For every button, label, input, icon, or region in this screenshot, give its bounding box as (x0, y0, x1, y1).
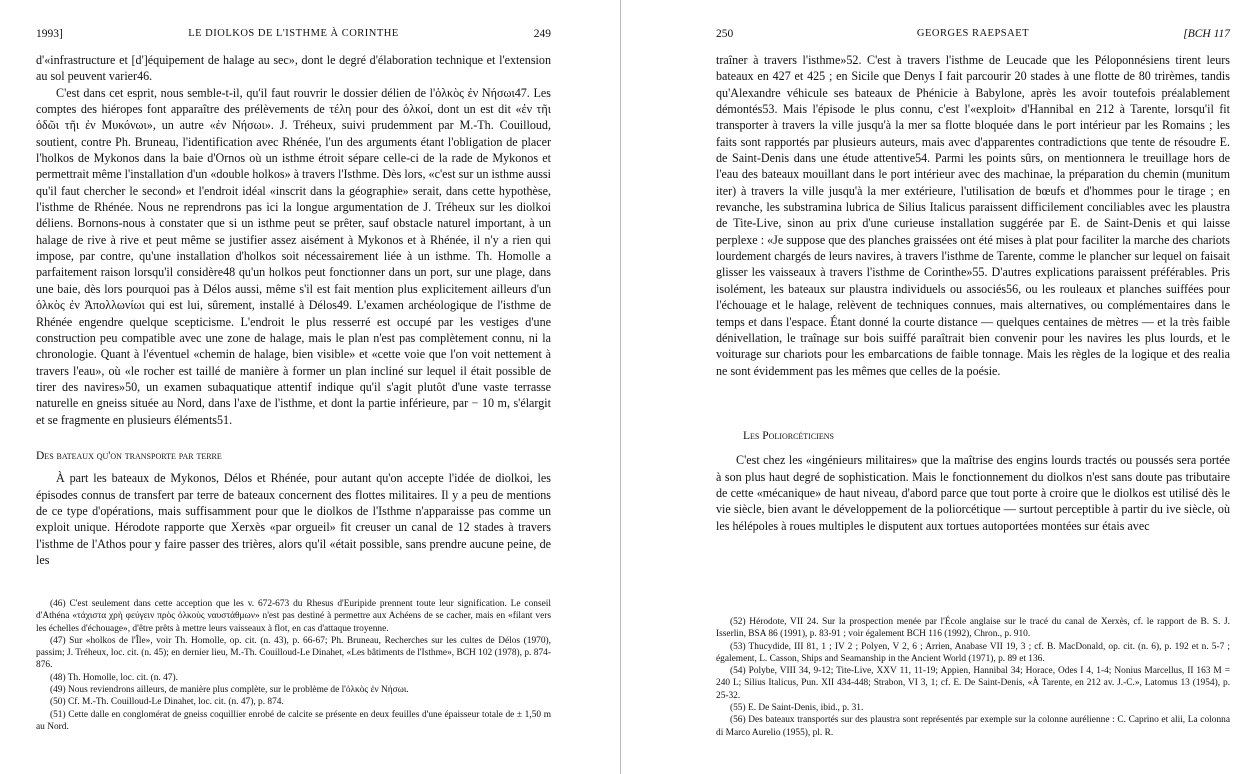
footnote: (54) Polybe, VIII 34, 9-12; Tite-Live, XXV 11, 11-19; Appien, Hannibal 34; Horace, Odes I 4, 1-4; Nonius Marcellus, II 163 M = 240 L; Silius Italicus, Pun. XII 434-448; Strabon, VI 3, 1; cf. E. De Saint-Denis, «À Tarente, en 212 av. J.-C.», Latomus 13 (1954), p. 25-32. (716, 666, 1230, 701)
right-section (716, 428, 1230, 534)
paragraph: À part les bateaux de Mykonos, Délos et Rhénée, pour autant qu'on accepte l'idée de diolkoi, les épisodes connus de transfert par terre de bateaux concernent des flottes militaires. Il y a peu de mentions de ce type d'opérations, mais suffisamment pour que le diolkos de l'Isthme n'apparaisse pas comme un exploit unique. Hérodote rapporte que Xerxès «par orgueil» fit creuser un canal de 12 stades à travers l'isthme de l'Athos pour y faire passer des trières, alors qu'il «était possible, sans prendre aucune peine, de les (36, 471, 551, 568)
page-divider (620, 0, 621, 774)
right-body-text (716, 52, 1230, 379)
footnote: (49) Nous reviendrons ailleurs, de manière plus complète, sur le problème de l'ὁλκὸς ἐν Νήσωι. (50, 685, 409, 696)
left-page (36, 0, 551, 774)
page-number: 249 (533, 28, 551, 40)
footnote: (46) C'est seulement dans cette acception que les v. 672-673 du Rhesus d'Euripide prennent toute leur signification. Le conseil d'Athéna «τάχιστα χρὴ φεύγειν πρὸς ὁλκοὺς ναυστάθμων» n'est pas destiné à permettre aux Achéens de se cacher, mais en «filant vers les échelles d'échouage», d'être prêts à mettre leurs vaisseaux à flot, en cas d'attaque troyenne. (36, 599, 551, 634)
left-footnotes (36, 598, 551, 733)
section-heading: Des bateaux qu'on transporte par terre (36, 450, 222, 462)
header-journal: [BCH 117 (1183, 28, 1230, 40)
footnote: (55) E. De Saint-Denis, ibid., p. 31. (730, 703, 864, 714)
paragraph: traîner à travers l'isthme»52. C'est à travers l'isthme de Leucade que les Péloponnésiens tirent leurs bateaux en 427 et 425 ; en Sicile que Denys I fait parcourir 20 stades à une flotte de 80 trirèmes, tandis qu'Alexandre véhicule ses bateaux de Phénicie à Babylone, après les avoir toutefois préalablement démontés53. Mais l'épisode le plus connu, c'est l'«exploit» d'Hannibal en 212 à Tarente, lorsqu'il fit transporter à travers la ville jusqu'à la mer sa flotte bloquée dans le port intérieur par les Romains ; les faits sont rapportés par plusieurs auteurs, mais avec d'apparentes contradictions que tente de résoudre E. de Saint-Denis dans une étude attentive54. Parmi les points sûrs, on mentionnera le treuillage hors de l'eau des bateaux mouillant dans le port intérieur avec des machinae, la préparation du chemin (munitum iter) à travers la ville jusqu'à la mer extérieure, l'utilisation de bœufs et d'hommes pour le tirage ; en revanche, les substramina lubrica de Silius Italicus paraissent difficilement conciliables avec les plaustra de Tite-Live, sinon au prix d'une curieuse installation suggérée par E. de Saint-Denis et qui laisse perplexe : «Je suppose que des planches graissées ont été mises à plat pour faciliter la marche des chariots lourdement chargés de leurs navires, à travers l'isthme de Tarente, comme le plancher sur lequel on faisait glisser les vaisseaux à travers l'isthme de Corinthe»55. D'autres explications paraissent préférables. Pris isolément, les bateaux sur plaustra individuels ou associés56, ou les rouleaux et planches suiffées pour l'échouage et le halage, relèvent de techniques connues, mais alternatives, ou complémentaires dans le temps et dans l'espace. Étant donné la courte distance — quelques centaines de mètres — et la très faible dénivellation, le traînage sur bois suiffé paraîtrait bien convenir pour les navires les plus lourds, et le voiturage sur chariots pour les embarcations de faible tonnage. Mais les règles de la logique et des realia ne sont évidemment pas les mêmes que celles de la poésie. (716, 53, 1230, 378)
paragraph: C'est dans cet esprit, nous semble-t-il, qu'il faut rouvrir le dossier délien de l'ὁλκὸς ἐν Νήσωι47. Les comptes des hiéropes font apparaître des prélèvements de τέλη pour des ὁλκοί, dont un est dit «ἐν τῆι ὁδῶι τῆι ἐν Μυκόνωι», un autre «ἐν Νήσωι». J. Tréheux, suivi prudemment par M.-Th. Couilloud, soutient, contre Ph. Bruneau, l'identification avec Rhénée, l'un des arguments étant l'obligation de placer l'holkos de Mykonos dans la baie d'Ornos où un isthme étroit sépare celle-ci de la rade de Mykonos et permettrait même l'installation d'un «double holkos» à travers l'Isthme. Dès lors, «c'est sur un isthme aussi qu'il faut chercher le second» et l'endroit idéal «inscrit dans la géographie» serait, dans cette hypothèse, l'isthme de Rhénée. Nous ne reprendrons pas ici la longue argumentation de J. Tréheux sur les diolkoi déliens. Bornons-nous à constater que si un isthme peut se prêter, sauf obstacle naturel important, à un halage de rive à rive et peut même se justifier assez aisément à Mykonos et à Rhénée, il n'y a rien qui impose, par contre, qu'une installation d'holkos soit nécessairement liée à un isthme. Th. Homolle a parfaitement raison lorsqu'il considère48 qu'un holkos peut fonctionner dans un port, sur une plage, dans une baie, dès lors pourquoi pas à Délos aussi, même s'il est fait mention plus explicitement ailleurs d'un ὁλκὸς ἐν Ἀπολλωνίωι qui est lui, sûrement, installé à Délos49. L'examen archéologique de l'isthme de Rhénée engendre quelque scepticisme. L'endroit le plus resserré est occupé par les vestiges d'une construction peu compatible avec une zone de halage, mais le plan n'est pas complètement connu, ni la chronologie. Quant à l'éventuel «chemin de halage, bien visible» et «cette voie que l'on voit nettement à travers l'eau», où «le rocher est taillé de manière à former un plan incliné sur lequel il était possible de tirer des navires»50, un examen subaquatique attentif indique qu'il s'agit plutôt d'une vaste terrasse naturelle en gneiss située au Nord, dans l'axe de l'isthme, et dont la partie inférieure, par − 10 m, s'élargit et se fragmente en plusieurs éléments51. (36, 85, 551, 427)
page-number: 250 (716, 28, 734, 40)
right-page (716, 0, 1230, 774)
footnote: (53) Thucydide, III 81, 1 ; IV 2 ; Polyen, V 2, 6 ; Arrien, Anabase VII 19, 3 ; cf. B. MacDonald, op. cit. (n. 6), p. 192 et n. 5-7 ; également, L. Casson, Ships and Seamanship in the Ancient World (1971), p. 89 et 136. (716, 641, 1230, 664)
right-running-header (716, 28, 1230, 44)
paragraph: C'est chez les «ingénieurs militaires» que la maîtrise des engins lourds tractés ou poussés sera portée à son plus haut degré de sophistication. Mais le fonctionnement du diolkos n'est sans doute pas tributaire de cette «mécanique» de haut niveau, d'abord parce que tout porte à croire que le diolkos est utilisé dès le vie siècle, bien avant le développement de la poliorcétique — surtout perceptible à partir du ive siècle, où les hélépoles à roues multiples le disputent aux tortues autoportées montées sur étais avec (716, 453, 1230, 533)
paragraph: d'«infrastructure et [d']équipement de halage au sec», dont le degré d'élaboration technique et l'extension au sol peuvent varier46. (36, 53, 551, 84)
left-section (36, 448, 551, 568)
footnote: (48) Th. Homolle, loc. cit. (n. 47). (50, 672, 178, 683)
footnote: (50) Cf. M.-Th. Couilloud-Le Dinahet, loc. cit. (n. 47), p. 874. (50, 697, 284, 708)
footnote: (56) Des bateaux transportés sur des plaustra sont représentés par exemple sur la colonne aurélienne : C. Caprino et alii, La colonna di Marco Aurelio (1955), pl. R. (716, 715, 1230, 738)
footnote: (52) Hérodote, VII 24. Sur la prospection menée par l'École anglaise sur le tracé du canal de Xerxès, cf. le rapport de B. S. J. Isserlin, BSA 86 (1991), p. 83-91 ; voir également BCH 116 (1992), Chron., p. 910. (716, 617, 1230, 640)
footnote: (51) Cette dalle en conglomérat de gneiss coquillier enrobé de calcite se présente en deux feuilles d'une épaisseur totale de ± 1,50 m au Nord. (36, 709, 551, 732)
header-author: GEORGES RAEPSAET (916, 28, 1030, 39)
right-footnotes (716, 616, 1230, 739)
section-heading: Les Poliorcéticiens (743, 430, 834, 442)
footnote: (47) Sur «holkos de l'Île», voir Th. Homolle, op. cit. (n. 43), p. 66-67; Ph. Bruneau, Recherches sur les cultes de Délos (1970), passim; J. Tréheux, loc. cit. (n. 45); en dernier lieu, M.-Th. Couilloud-Le Dinahet, «Les bâtiments de l'Isthme», BCH 102 (1978), p. 874-876. (36, 635, 551, 671)
header-title: LE DIOLKOS DE L'ISTHME À CORINTHE (188, 28, 399, 39)
header-year: 1993] (36, 28, 63, 40)
left-body-text (36, 52, 551, 428)
left-running-header (36, 28, 551, 44)
